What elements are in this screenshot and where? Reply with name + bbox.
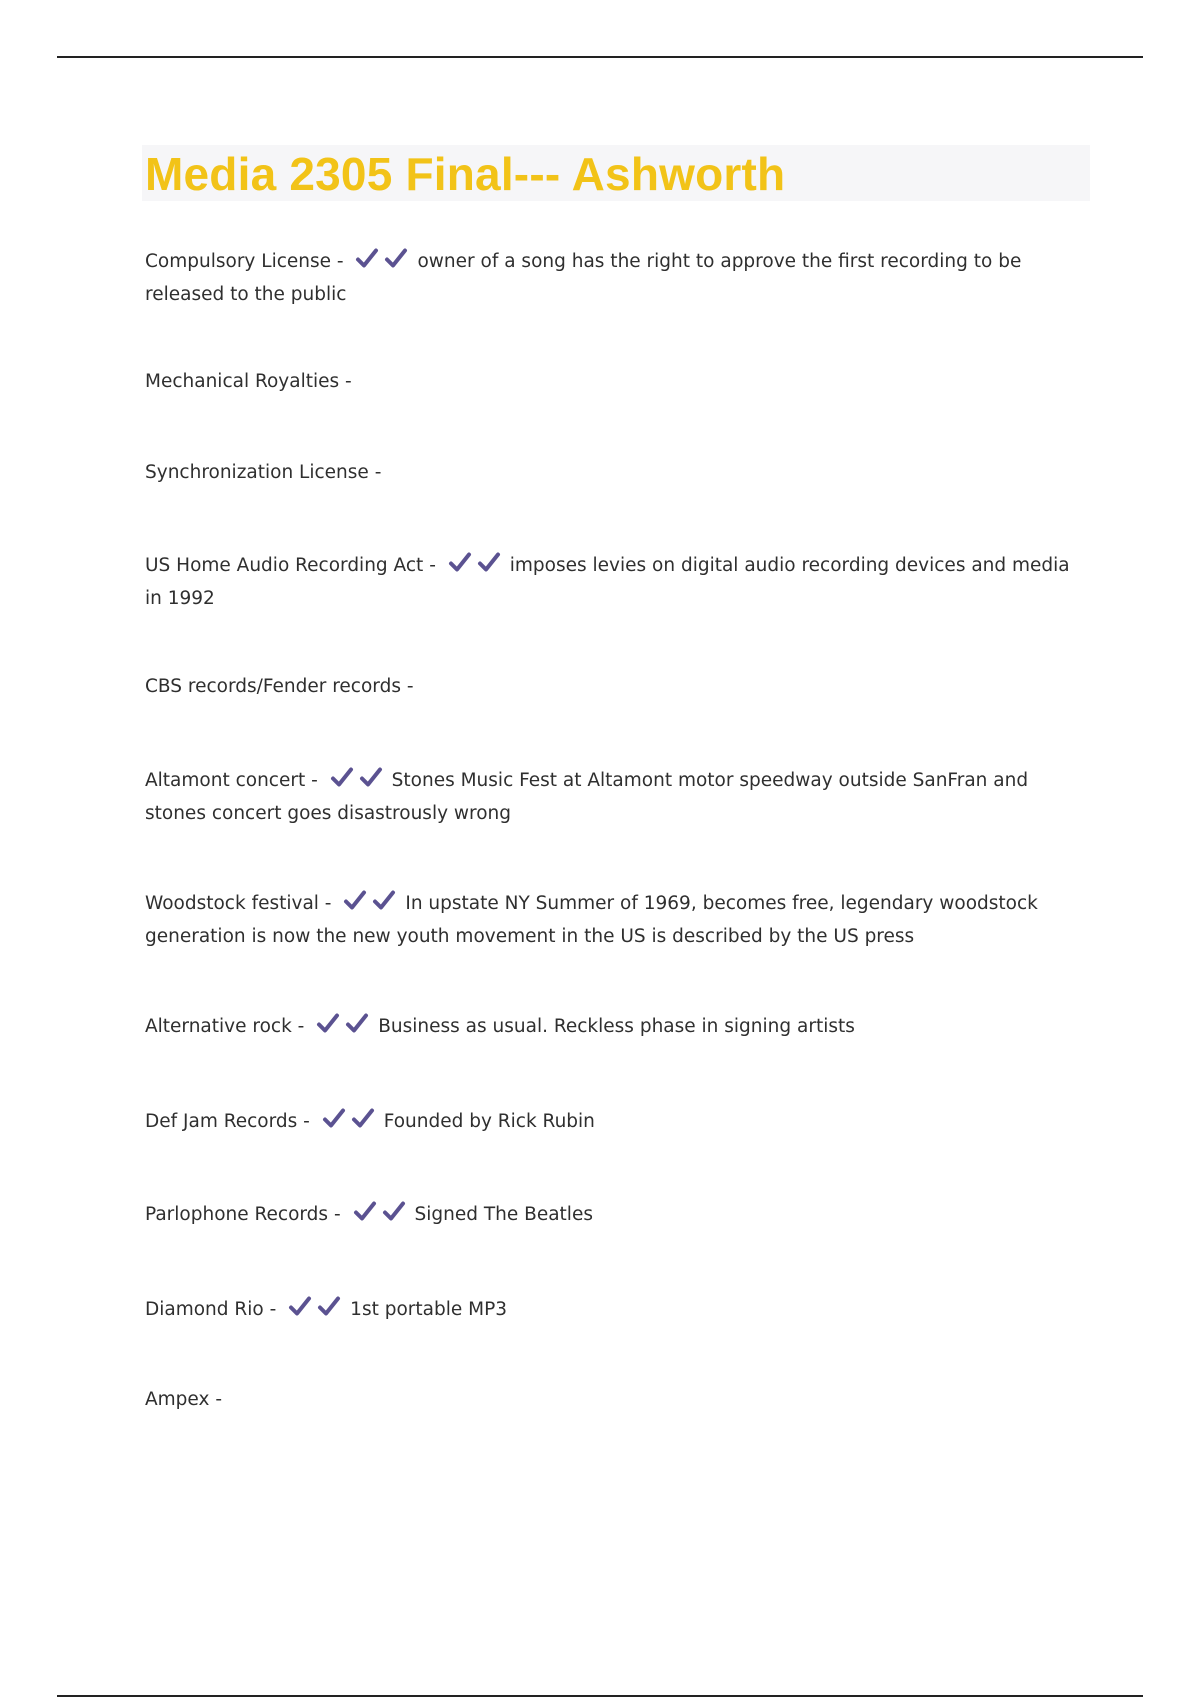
checkmark-icon [330, 765, 356, 789]
entry-ampex [145, 1385, 1075, 1415]
entry-definition: Business as usual. Reckless phase in signing artists [378, 1016, 855, 1037]
checkmark-icon [477, 550, 503, 574]
entry-term: Mechanical Royalties [145, 371, 340, 392]
double-checkmark-icon [330, 765, 388, 799]
entry-term: Synchronization License [145, 462, 369, 483]
entry-synchronization-license [145, 458, 1075, 488]
entry-separator: - [305, 770, 324, 791]
checkmark-icon [316, 1011, 342, 1035]
checkmark-icon [288, 1294, 314, 1318]
entry-mechanical-royalties [145, 367, 1075, 397]
entry-definition: In upstate NY Summer of 1969, becomes free, legendary woodstock generation is now the new youth movement in the US is described by the US press [145, 893, 1038, 947]
entry-definition: Stones Music Fest at Altamont motor speedway outside SanFran and stones concert goes disastrously wrong [145, 770, 1029, 824]
entry-definition: Signed The Beatles [414, 1204, 593, 1225]
entry-woodstock-festival [145, 888, 1075, 952]
double-checkmark-icon [355, 246, 413, 280]
entry-separator: - [263, 1299, 283, 1320]
entry-definition: Founded by Rick Rubin [383, 1111, 595, 1132]
double-checkmark-icon [353, 1199, 411, 1233]
checkmark-icon [322, 1106, 348, 1130]
entry-us-home-audio-recording-act [145, 550, 1075, 614]
entry-separator: - [328, 1204, 347, 1225]
checkmark-icon [448, 550, 474, 574]
entry-term: Def Jam Records [145, 1111, 298, 1132]
entry-term: Diamond Rio [145, 1299, 264, 1320]
entry-definition: imposes levies on digital audio recording devices and media in 1992 [145, 555, 1070, 609]
entry-compulsory-license [145, 246, 1075, 310]
checkmark-icon [353, 1199, 379, 1223]
checkmark-icon [317, 1294, 343, 1318]
checkmark-icon [372, 888, 398, 912]
entry-def-jam-records [145, 1106, 1075, 1140]
entry-definition: 1st portable MP3 [350, 1299, 508, 1320]
entry-term: US Home Audio Recording Act [145, 555, 424, 576]
entry-parlophone-records [145, 1199, 1075, 1233]
entry-alternative-rock [145, 1011, 1075, 1045]
entry-term: Compulsory License [145, 251, 332, 272]
checkmark-icon [351, 1106, 377, 1130]
entry-altamont-concert [145, 765, 1075, 829]
entry-term: Alternative rock [145, 1016, 292, 1037]
double-checkmark-icon [448, 550, 506, 584]
entry-cbs-fender-records [145, 672, 1075, 702]
entry-term: Altamont concert [145, 770, 306, 791]
entry-separator: - [368, 462, 382, 483]
top-rule [57, 56, 1143, 58]
entry-separator: - [331, 251, 350, 272]
checkmark-icon [384, 246, 410, 270]
entry-separator: - [339, 371, 352, 392]
double-checkmark-icon [316, 1011, 374, 1045]
double-checkmark-icon [343, 888, 401, 922]
checkmark-icon [343, 888, 369, 912]
entry-term: Ampex [145, 1389, 210, 1410]
entry-term: Woodstock festival [145, 893, 319, 914]
entry-separator: - [318, 893, 338, 914]
entry-diamond-rio [145, 1294, 1075, 1328]
document-title: Media 2305 Final--- Ashworth [145, 148, 786, 200]
checkmark-icon [359, 765, 385, 789]
entry-separator: - [209, 1389, 222, 1410]
entry-term: Parlophone Records [145, 1204, 329, 1225]
checkmark-icon [382, 1199, 408, 1223]
entry-separator: - [423, 555, 442, 576]
entry-separator: - [400, 676, 414, 697]
entry-separator: - [297, 1111, 316, 1132]
checkmark-icon [355, 246, 381, 270]
checkmark-icon [345, 1011, 371, 1035]
entry-separator: - [291, 1016, 311, 1037]
bottom-rule [57, 1695, 1143, 1697]
double-checkmark-icon [322, 1106, 380, 1140]
double-checkmark-icon [288, 1294, 346, 1328]
entry-definition: owner of a song has the right to approve the first recording to be released to the public [145, 251, 1022, 305]
entry-term: CBS records/Fender records [145, 676, 401, 697]
